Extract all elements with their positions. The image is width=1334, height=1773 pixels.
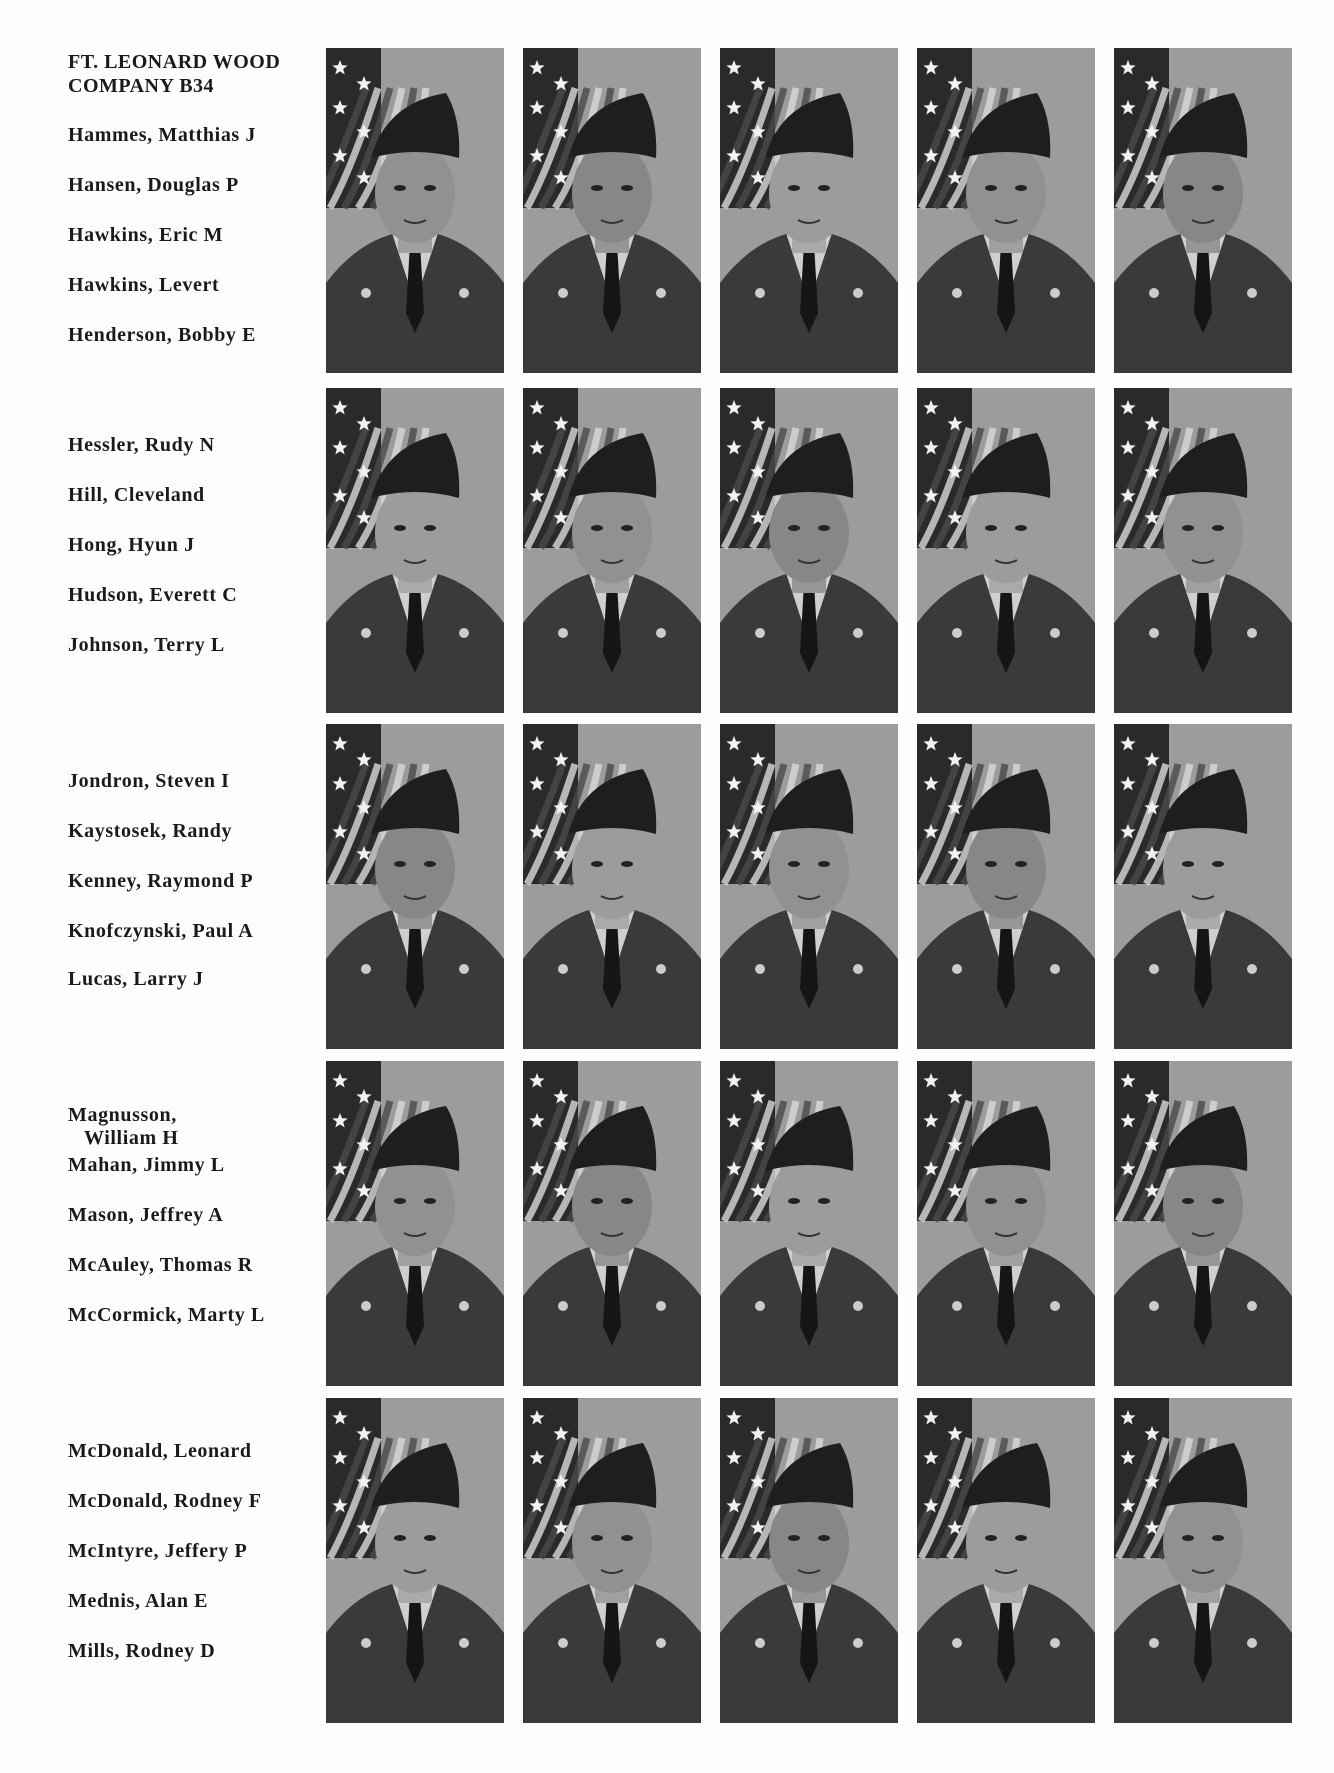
portrait-image — [1114, 48, 1292, 373]
header-location: FT. LEONARD WOOD — [68, 51, 281, 73]
insignia-icon — [1149, 288, 1159, 298]
insignia-icon — [361, 1301, 371, 1311]
eye — [394, 185, 406, 191]
name-entry: Jondron, Steven I — [68, 770, 230, 792]
eye — [394, 1198, 406, 1204]
eye — [424, 1535, 436, 1541]
name-entry: Hawkins, Levert — [68, 274, 220, 296]
name-entry: Hong, Hyun J — [68, 534, 195, 556]
portrait-photo — [326, 388, 504, 713]
eye — [621, 1535, 633, 1541]
portrait-image — [523, 724, 701, 1049]
portrait-photo — [523, 1061, 701, 1386]
insignia-icon — [1050, 628, 1060, 638]
portrait-image — [326, 388, 504, 713]
face — [1163, 143, 1243, 243]
eye — [591, 525, 603, 531]
name-entry: Henderson, Bobby E — [68, 324, 257, 346]
portrait-image — [917, 1398, 1095, 1723]
portrait-image — [523, 48, 701, 373]
eye — [424, 1198, 436, 1204]
eye — [1212, 525, 1224, 531]
face — [769, 1493, 849, 1593]
name-entry: Hammes, Matthias J — [68, 124, 256, 146]
insignia-icon — [952, 964, 962, 974]
eye — [1182, 185, 1194, 191]
portrait-image — [1114, 1061, 1292, 1386]
insignia-icon — [459, 288, 469, 298]
face — [966, 1156, 1046, 1256]
portrait-image — [917, 1061, 1095, 1386]
portrait-photo — [917, 48, 1095, 373]
eye — [1212, 1535, 1224, 1541]
face — [769, 483, 849, 583]
name-entry: Johnson, Terry L — [68, 634, 225, 656]
insignia-icon — [755, 628, 765, 638]
insignia-icon — [656, 288, 666, 298]
face — [572, 1156, 652, 1256]
eye — [621, 861, 633, 867]
face — [572, 1493, 652, 1593]
portrait-image — [917, 724, 1095, 1049]
insignia-icon — [755, 1638, 765, 1648]
eye — [621, 1198, 633, 1204]
portrait-image — [1114, 388, 1292, 713]
eye — [1212, 1198, 1224, 1204]
name-entry: Lucas, Larry J — [68, 968, 204, 990]
eye — [985, 1198, 997, 1204]
eye — [985, 185, 997, 191]
name-entry: Mednis, Alan E — [68, 1590, 209, 1612]
portrait-photo — [523, 724, 701, 1049]
eye — [591, 185, 603, 191]
eye — [394, 1535, 406, 1541]
face — [769, 819, 849, 919]
eye — [591, 1535, 603, 1541]
name-entry: McIntyre, Jeffery P — [68, 1540, 248, 1562]
eye — [1015, 525, 1027, 531]
insignia-icon — [853, 288, 863, 298]
portrait-photo — [720, 1061, 898, 1386]
portrait-image — [523, 1398, 701, 1723]
eye — [985, 1535, 997, 1541]
name-entry: Hudson, Everett C — [68, 584, 238, 606]
insignia-icon — [656, 964, 666, 974]
portrait-image — [917, 48, 1095, 373]
eye — [818, 861, 830, 867]
eye — [818, 525, 830, 531]
portrait-image — [523, 1061, 701, 1386]
insignia-icon — [1247, 288, 1257, 298]
insignia-icon — [952, 1301, 962, 1311]
portrait-photo — [326, 1398, 504, 1723]
name-given: William H — [84, 1127, 179, 1149]
insignia-icon — [853, 964, 863, 974]
eye — [985, 861, 997, 867]
portrait-photo — [917, 724, 1095, 1049]
insignia-icon — [558, 964, 568, 974]
name-entry: Mahan, Jimmy L — [68, 1154, 225, 1176]
portrait-photo — [720, 724, 898, 1049]
face — [572, 143, 652, 243]
portrait-image — [326, 1398, 504, 1723]
insignia-icon — [558, 1301, 568, 1311]
insignia-icon — [361, 628, 371, 638]
insignia-icon — [1247, 964, 1257, 974]
eye — [621, 525, 633, 531]
eye — [1212, 861, 1224, 867]
eye — [985, 525, 997, 531]
eye — [788, 1198, 800, 1204]
insignia-icon — [755, 288, 765, 298]
insignia-icon — [952, 288, 962, 298]
name-entry: Hill, Cleveland — [68, 484, 205, 506]
face — [375, 819, 455, 919]
insignia-icon — [459, 1301, 469, 1311]
eye — [424, 861, 436, 867]
portrait-photo — [720, 388, 898, 713]
portrait-photo — [917, 1061, 1095, 1386]
portrait-image — [523, 388, 701, 713]
portrait-photo — [720, 48, 898, 373]
face — [375, 1493, 455, 1593]
portrait-photo — [326, 48, 504, 373]
insignia-icon — [853, 1638, 863, 1648]
eye — [394, 861, 406, 867]
name-entry: McAuley, Thomas R — [68, 1254, 253, 1276]
insignia-icon — [853, 628, 863, 638]
portrait-photo — [1114, 724, 1292, 1049]
name-entry: Kenney, Raymond P — [68, 870, 254, 892]
portrait-image — [1114, 724, 1292, 1049]
insignia-icon — [1149, 1638, 1159, 1648]
portrait-image — [720, 1061, 898, 1386]
portrait-photo — [720, 1398, 898, 1723]
insignia-icon — [459, 1638, 469, 1648]
name-entry: Hawkins, Eric M — [68, 224, 224, 246]
insignia-icon — [1247, 1301, 1257, 1311]
insignia-icon — [755, 964, 765, 974]
face — [572, 483, 652, 583]
insignia-icon — [952, 1638, 962, 1648]
insignia-icon — [1247, 628, 1257, 638]
portrait-image — [720, 724, 898, 1049]
portrait-photo — [1114, 388, 1292, 713]
portrait-image — [326, 48, 504, 373]
name-entry: Hessler, Rudy N — [68, 434, 215, 456]
eye — [818, 185, 830, 191]
name-entry: McDonald, Leonard — [68, 1440, 252, 1462]
face — [375, 483, 455, 583]
portrait-image — [720, 388, 898, 713]
header-company: COMPANY B34 — [68, 75, 215, 97]
portrait-image — [720, 1398, 898, 1723]
insignia-icon — [656, 628, 666, 638]
portrait-image — [720, 48, 898, 373]
face — [1163, 819, 1243, 919]
eye — [1182, 1535, 1194, 1541]
eye — [1015, 1535, 1027, 1541]
name-entry: Mason, Jeffrey A — [68, 1204, 224, 1226]
eye — [1182, 525, 1194, 531]
insignia-icon — [853, 1301, 863, 1311]
eye — [1182, 1198, 1194, 1204]
insignia-icon — [656, 1638, 666, 1648]
name-entry: Mills, Rodney D — [68, 1640, 216, 1662]
eye — [788, 861, 800, 867]
insignia-icon — [361, 964, 371, 974]
eye — [394, 525, 406, 531]
portrait-photo — [523, 1398, 701, 1723]
insignia-icon — [1050, 964, 1060, 974]
portrait-photo — [326, 1061, 504, 1386]
portrait-photo — [1114, 1061, 1292, 1386]
portrait-image — [1114, 1398, 1292, 1723]
eye — [788, 185, 800, 191]
insignia-icon — [1149, 1301, 1159, 1311]
face — [375, 143, 455, 243]
eye — [1015, 185, 1027, 191]
face — [375, 1156, 455, 1256]
insignia-icon — [755, 1301, 765, 1311]
insignia-icon — [558, 1638, 568, 1648]
insignia-icon — [1050, 1301, 1060, 1311]
eye — [788, 1535, 800, 1541]
insignia-icon — [656, 1301, 666, 1311]
insignia-icon — [1050, 288, 1060, 298]
name-surname: Magnusson, — [68, 1104, 177, 1126]
name-entry: McCormick, Marty L — [68, 1304, 265, 1326]
insignia-icon — [459, 628, 469, 638]
insignia-icon — [952, 628, 962, 638]
eye — [1212, 185, 1224, 191]
name-entry: Hansen, Douglas P — [68, 174, 239, 196]
face — [966, 1493, 1046, 1593]
eye — [424, 185, 436, 191]
eye — [591, 861, 603, 867]
name-entry: Knofczynski, Paul A — [68, 920, 254, 942]
portrait-photo — [917, 1398, 1095, 1723]
portrait-image — [917, 388, 1095, 713]
insignia-icon — [361, 288, 371, 298]
face — [1163, 1156, 1243, 1256]
portrait-photo — [1114, 1398, 1292, 1723]
portrait-photo — [917, 388, 1095, 713]
portrait-photo — [1114, 48, 1292, 373]
insignia-icon — [1149, 628, 1159, 638]
insignia-icon — [558, 288, 568, 298]
face — [1163, 1493, 1243, 1593]
eye — [788, 525, 800, 531]
face — [966, 819, 1046, 919]
eye — [591, 1198, 603, 1204]
eye — [621, 185, 633, 191]
insignia-icon — [1149, 964, 1159, 974]
eye — [818, 1535, 830, 1541]
face — [572, 819, 652, 919]
eye — [1015, 1198, 1027, 1204]
insignia-icon — [1247, 1638, 1257, 1648]
name-entry: McDonald, Rodney F — [68, 1490, 262, 1512]
portrait-photo — [523, 388, 701, 713]
face — [769, 143, 849, 243]
portrait-image — [326, 724, 504, 1049]
face — [966, 143, 1046, 243]
face — [1163, 483, 1243, 583]
insignia-icon — [459, 964, 469, 974]
portrait-image — [326, 1061, 504, 1386]
eye — [1015, 861, 1027, 867]
insignia-icon — [361, 1638, 371, 1648]
eye — [818, 1198, 830, 1204]
insignia-icon — [558, 628, 568, 638]
portrait-photo — [326, 724, 504, 1049]
face — [769, 1156, 849, 1256]
eye — [424, 525, 436, 531]
eye — [1182, 861, 1194, 867]
portrait-photo — [523, 48, 701, 373]
name-entry: Kaystosek, Randy — [68, 820, 233, 842]
face — [966, 483, 1046, 583]
insignia-icon — [1050, 1638, 1060, 1648]
